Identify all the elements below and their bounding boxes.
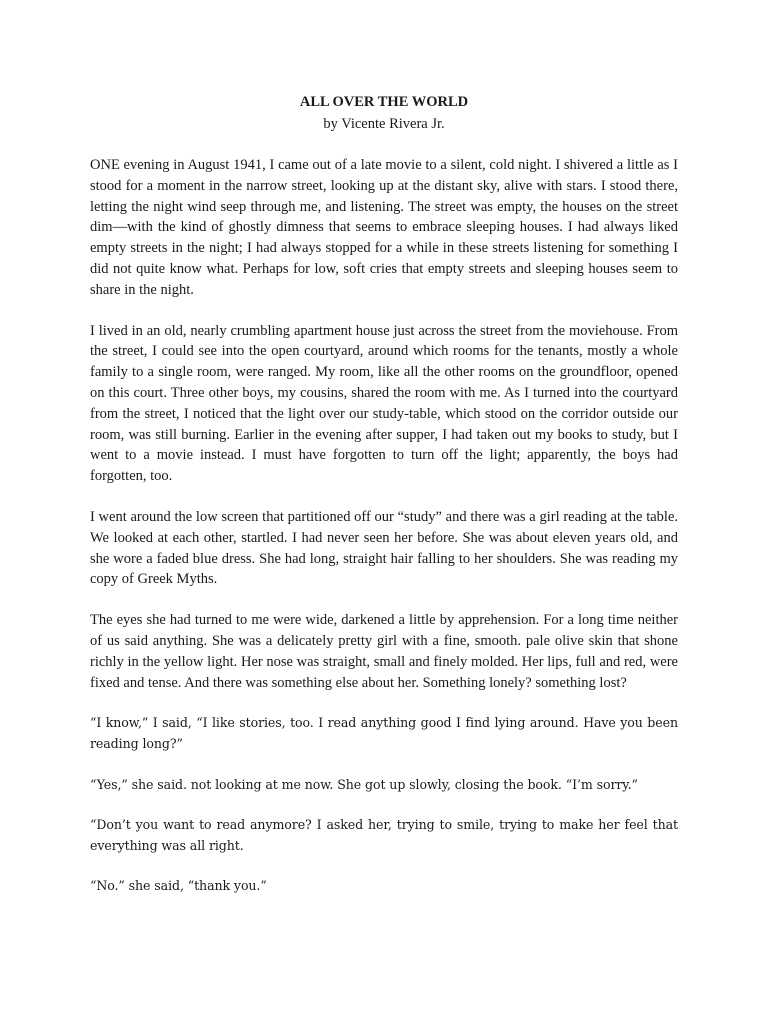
paragraph-7: “Don’t you want to read anymore? I asked her, trying to smile, trying to make her feel that everything was all right. bbox=[90, 816, 678, 853]
paragraph-5: “I know,” I said, “I like stories, too. I read anything good I find lying around. Have you been reading long?” bbox=[90, 715, 678, 752]
story-title: ALL OVER THE WORLD bbox=[299, 94, 469, 110]
paragraph-1: ONE evening in August 1941, I came out of a late movie to a silent, cold night. I shivered a little as I stood for a moment in the narrow street, looking up at the distant sky, alive with stars. I stood there, letting the night wind seep through me, and listening. The street was empty, the houses on the street dim—with the kind of ghostly dimness that seems to embrace sleeping houses. I had always liked empty streets in the night; I had always stopped for a while in these streets listening for something I did not quite know what. Perhaps for low, soft cries that empty streets and sleeping houses seem to share in the night. bbox=[90, 157, 678, 298]
paragraph-4: The eyes she had turned to me were wide, darkened a little by apprehension. For a long time neither of us said anything. She was a delicately pretty girl with a fine, smooth. pale olive skin that shone richly in the yellow light. Her nose was straight, small and finely molded. Her lips, full and red, were fixed and tense. And there was something else about her. Something lonely? something lost? bbox=[90, 612, 678, 691]
story-byline: by Vicente Rivera Jr. bbox=[323, 116, 445, 132]
paragraph-8: “No.” she said, “thank you.” bbox=[90, 878, 267, 894]
paragraph-3: I went around the low screen that partitioned off our “study” and there was a girl reading at the table. We looked at each other, startled. I had never seen her before. She was about eleven years old, and she wore a faded blue dress. She had long, straight hair falling to her shoulders. She was reading my copy of Greek Myths. bbox=[90, 508, 678, 588]
paragraph-6: “Yes,” she said. not looking at me now. She got up slowly, closing the book. “I’m sorry.” bbox=[90, 776, 638, 792]
paragraph-2: I lived in an old, nearly crumbling apartment house just across the street from the moviehouse. From the street, I could see into the open courtyard, around which rooms for the tenants, mostly a whole family to a single room, were ranged. My room, like all the other rooms on the groundfloor, opened on this court. Three other boys, my cousins, shared the room with me. As I turned into the courtyard from the street, I noticed that the light over our study-table, which stood on the corridor outside our room, was still burning. Earlier in the evening after supper, I had taken out my books to study, but I went to a movie instead. I must have forgotten to turn off the light; apparently, the boys had forgotten, too. bbox=[90, 322, 678, 485]
document-body bbox=[90, 93, 678, 897]
